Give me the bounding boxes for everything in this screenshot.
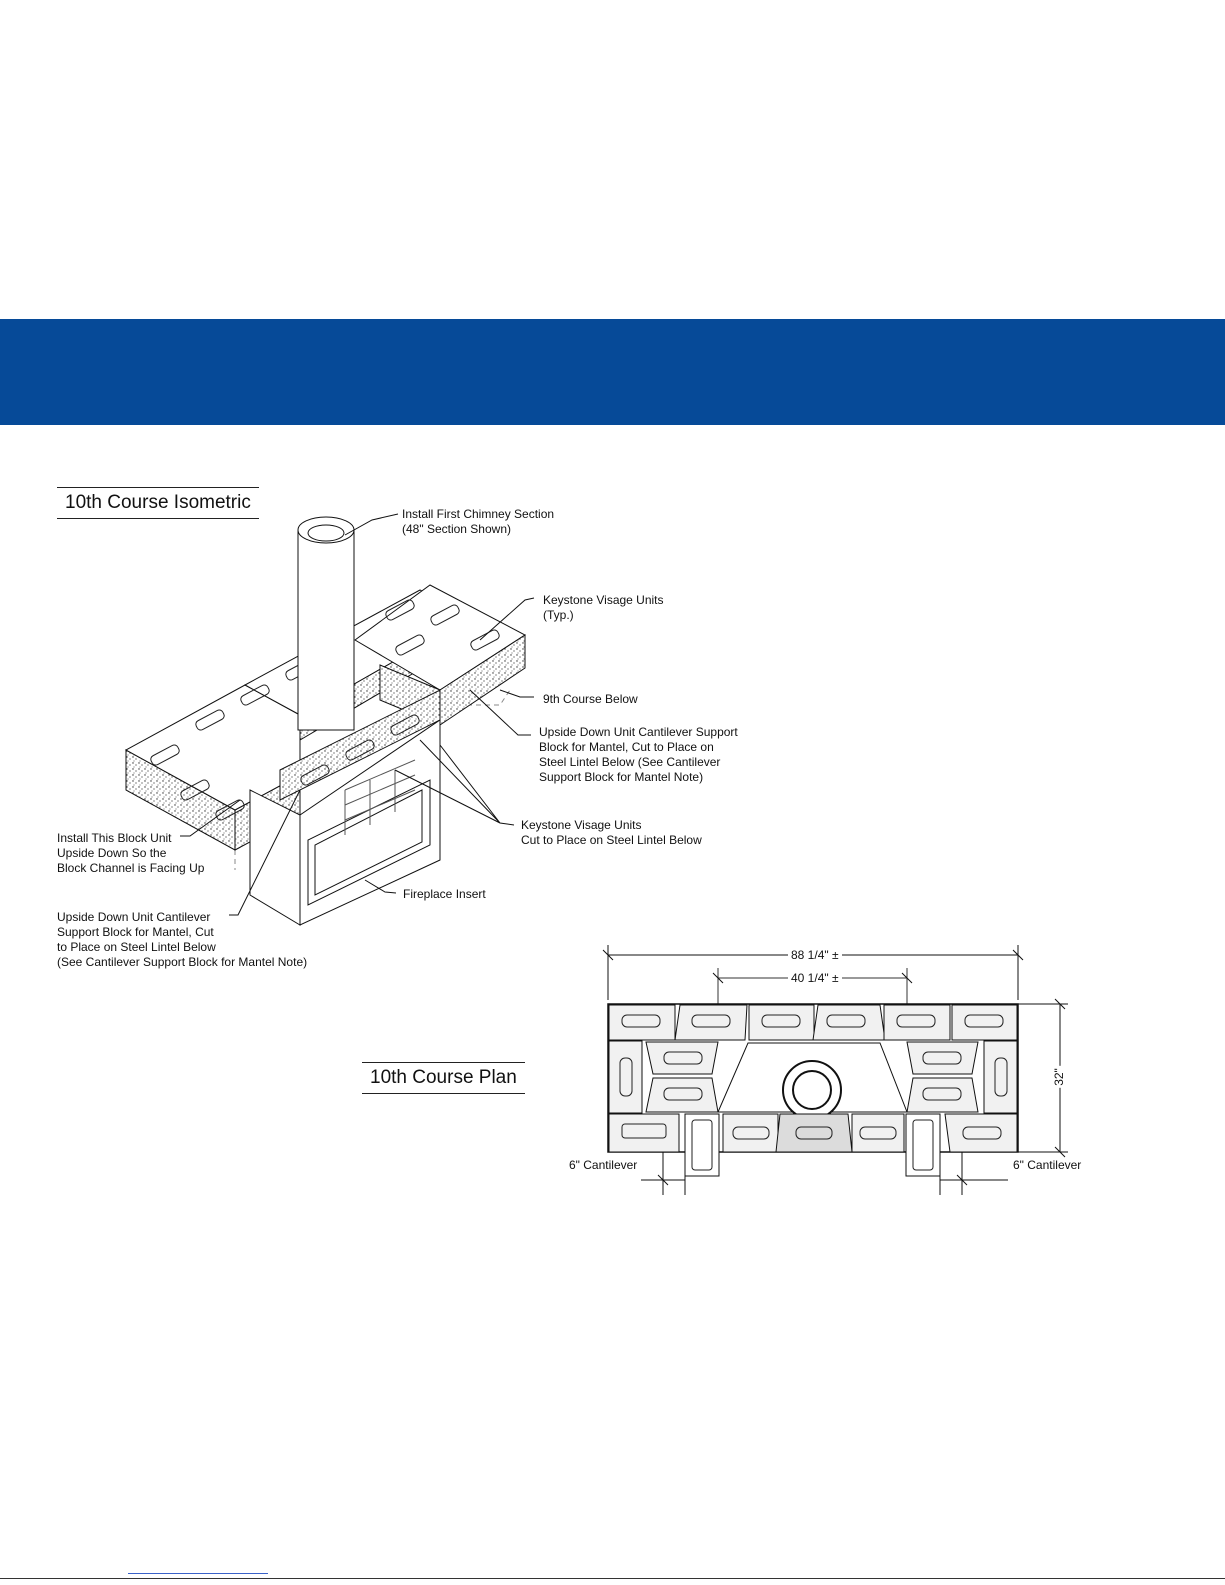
- callout-chimney: Install First Chimney Section (48" Section Shown): [402, 507, 555, 536]
- footer-rule: [0, 1578, 1225, 1579]
- plan-title: 10th Course Plan: [362, 1062, 525, 1094]
- footer-link-underline: [128, 1573, 268, 1574]
- dim-depth: 32": [1051, 1068, 1066, 1086]
- cantilever-left-label: 6" Cantilever: [566, 1158, 640, 1172]
- callout-install-block: Install This Block Unit Upside Down So the Block Channel is Facing Up: [57, 831, 205, 875]
- callout-fireplace-insert: Fireplace Insert: [403, 887, 486, 901]
- isometric-title: 10th Course Isometric: [57, 487, 259, 519]
- dim-overall: 88 1/4" ±: [788, 948, 842, 962]
- callout-ninth-course: 9th Course Below: [543, 692, 638, 706]
- callout-visage-cut: Keystone Visage Units Cut to Place on Steel Lintel Below: [521, 818, 702, 847]
- cantilever-right-label: 6" Cantilever: [1010, 1158, 1084, 1172]
- callout-cantilever-left: Upside Down Unit Cantilever Support Block for Mantel, Cut to Place on Steel Lintel Below (See Cantilever Support Block for Mantel Note): [57, 910, 308, 969]
- dim-inner: 40 1/4" ±: [788, 971, 842, 985]
- callout-cantilever-right: Upside Down Unit Cantilever Support Block for Mantel, Cut to Place on Steel Lintel Below (See Cantilever Support Block for Mantel Note): [539, 725, 738, 784]
- callout-visage-typ: Keystone Visage Units (Typ.): [543, 593, 664, 622]
